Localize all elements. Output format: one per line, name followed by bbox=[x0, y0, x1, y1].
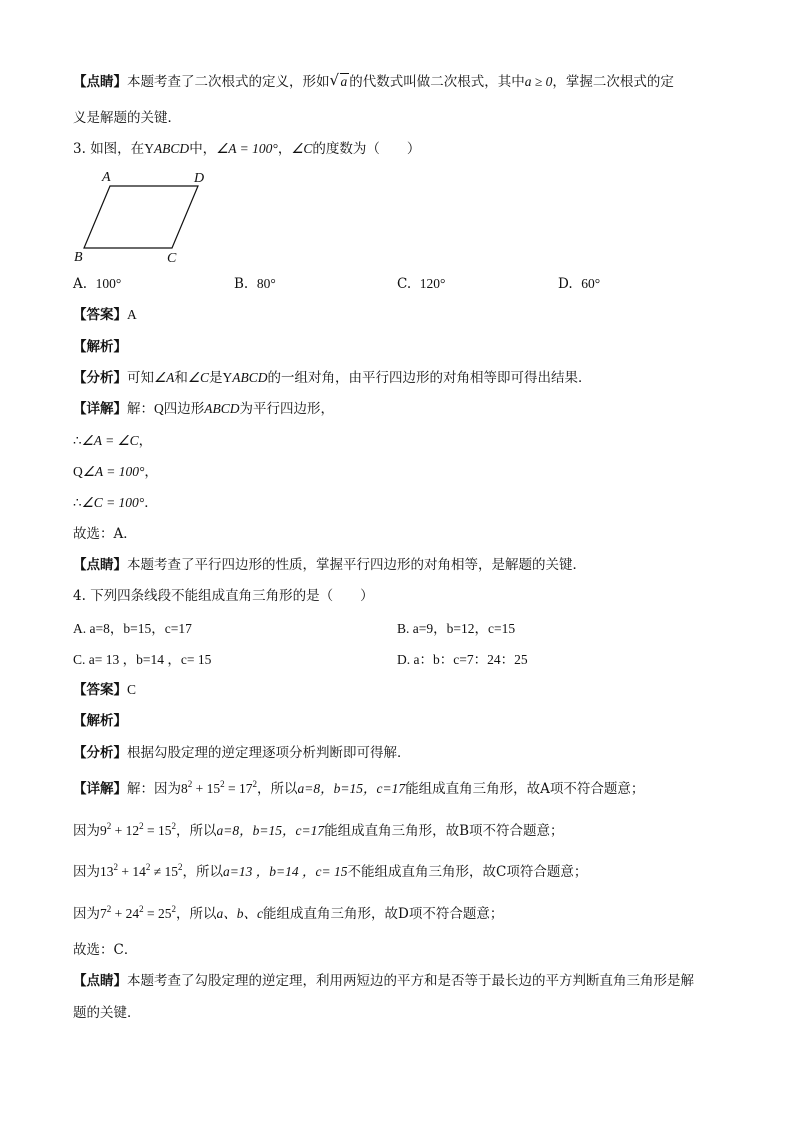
q3-choose: 故选：A． bbox=[73, 526, 137, 542]
therefore-symbol: ∴ bbox=[73, 433, 82, 449]
equation: $7^2 + 24^2 = 25^2$ bbox=[100, 904, 176, 921]
comment-text: 本题考查了勾股定理的逆定理，利用两短边的平方和是否等于最长边的平方判断直角三角形是解 bbox=[127, 973, 694, 989]
solution-text: 因为 bbox=[73, 823, 100, 839]
option-letter: A. bbox=[73, 621, 87, 636]
option-text: 80° bbox=[256, 276, 276, 291]
question-number: 3. bbox=[73, 141, 86, 157]
option-letter: C. bbox=[73, 652, 86, 667]
q4-option-c bbox=[73, 650, 211, 670]
because-symbol: Q bbox=[154, 401, 164, 416]
q3-xiangjie-4 bbox=[73, 493, 158, 513]
answer-tag: 【答案】 bbox=[73, 307, 127, 323]
option-text: a：b：c=7：24：25 bbox=[413, 652, 528, 667]
comment-text: 本题考查了平行四边形的性质，掌握平行四边形的对角相等，是解题的关键． bbox=[127, 557, 586, 573]
figure-name: ABCD bbox=[204, 401, 240, 416]
radical-sign-icon: √ bbox=[329, 71, 340, 89]
q4-answer bbox=[73, 680, 136, 700]
math-expression: ∠A = ∠C bbox=[81, 433, 139, 448]
solution-text: 四边形 bbox=[163, 401, 205, 417]
option-text: 120° bbox=[419, 276, 446, 291]
fenxi-text: 是 bbox=[208, 370, 223, 386]
math-expression: ∠C = 100° bbox=[81, 495, 145, 510]
given-angle: ∠A = 100° bbox=[216, 141, 278, 156]
q3-fenxi bbox=[73, 368, 591, 388]
option-letter: A. bbox=[73, 276, 88, 292]
solution-text: 因为 bbox=[73, 906, 100, 922]
option-letter: D. bbox=[397, 652, 411, 667]
solution-text: 能组成直角三角形，故A项不符合题意； bbox=[405, 781, 645, 797]
q4-detail-3 bbox=[73, 862, 587, 882]
vertex-label-d: D bbox=[194, 171, 205, 186]
q4-detail-4 bbox=[73, 904, 503, 924]
side-values: a=8，b=15，c=17 bbox=[216, 823, 325, 838]
equation: $8^2 + 15^2 = 17^2$ bbox=[181, 779, 257, 796]
punctuation: ， bbox=[138, 433, 153, 449]
answer-value: C bbox=[127, 682, 137, 697]
option-text: 100° bbox=[95, 276, 122, 291]
q3-analysis-heading bbox=[73, 337, 127, 357]
math-expression: ∠A = 100° bbox=[82, 464, 145, 479]
solution-text: 为平行四边形， bbox=[239, 401, 334, 417]
punctuation: ， bbox=[144, 464, 158, 480]
solution-text: ，所以 bbox=[182, 864, 224, 880]
because-symbol: Q bbox=[73, 464, 83, 479]
q4-stem bbox=[73, 586, 374, 606]
q4-detail-1 bbox=[73, 779, 644, 799]
option-text: a=9，b=12，c=15 bbox=[412, 621, 516, 636]
q3-option-d bbox=[558, 274, 600, 294]
stem-text: 如图，在 bbox=[90, 141, 145, 157]
q3-answer bbox=[73, 305, 137, 325]
stem-text: 下列四条线段不能组成直角三角形的是（ ） bbox=[90, 588, 374, 604]
vertex-label-b: B bbox=[74, 250, 83, 265]
parallelogram-figure bbox=[72, 165, 212, 265]
parallelogram-symbol: Y bbox=[222, 370, 233, 385]
question-number: 4. bbox=[73, 588, 86, 604]
q3-xiangjie-1 bbox=[73, 399, 334, 419]
solution-text: 解：因为 bbox=[127, 781, 181, 797]
q2-comment-line2: 义是解题的关键． bbox=[73, 110, 181, 126]
stem-text: 中， bbox=[189, 141, 217, 157]
q3-xiangjie-2 bbox=[73, 431, 152, 451]
fenxi-text: 根据勾股定理的逆定理逐项分析判断即可得解． bbox=[127, 745, 411, 761]
q4-option-d bbox=[397, 650, 528, 670]
math-angle: ∠C bbox=[187, 370, 209, 385]
solution-text: 因为 bbox=[73, 864, 100, 880]
solution-text: 能组成直角三角形，故B项不符合题意； bbox=[324, 823, 564, 839]
analysis-tag: 【解析】 bbox=[73, 339, 127, 355]
solution-text: 不能组成直角三角形，故C项符合题意； bbox=[347, 864, 588, 880]
q4-detail-2 bbox=[73, 821, 564, 841]
side-values: a、b、c bbox=[216, 906, 263, 921]
comment-text: ，掌握二次根式的定 bbox=[552, 74, 674, 90]
punctuation: ． bbox=[144, 495, 158, 511]
figure-name: ABCD bbox=[232, 370, 268, 385]
vertex-label-c: C bbox=[167, 251, 177, 265]
option-letter: B. bbox=[397, 621, 410, 636]
parallelogram-shape bbox=[84, 186, 198, 248]
math-angle: ∠A bbox=[154, 370, 175, 385]
comment-tag: 【点睛】 bbox=[73, 557, 127, 573]
q2-comment-line1 bbox=[73, 72, 674, 92]
equation: $13^2 + 14^2 \ne 15^2$ bbox=[100, 862, 183, 879]
side-values: a=8，b=15，c=17 bbox=[297, 781, 406, 796]
q4-option-b bbox=[397, 619, 515, 639]
option-letter: C. bbox=[397, 276, 412, 292]
q4-comment-line2: 题的关键． bbox=[73, 1005, 141, 1021]
fenxi-tag: 【分析】 bbox=[73, 745, 127, 761]
option-text: 60° bbox=[581, 276, 601, 291]
answer-tag: 【答案】 bbox=[73, 682, 127, 698]
side-values: a=13 ，b=14 ，c= 15 bbox=[223, 864, 348, 879]
equation: $9^2 + 12^2 = 15^2$ bbox=[100, 821, 176, 838]
fenxi-text: 可知 bbox=[127, 370, 154, 386]
option-letter: D. bbox=[558, 276, 573, 292]
xiangjie-tag: 【详解】 bbox=[73, 401, 127, 417]
q4-comment-line1 bbox=[73, 971, 694, 991]
option-text: a=8，b=15，c=17 bbox=[89, 621, 192, 636]
fenxi-text: 的一组对角，由平行四边形的对角相等即可得出结果． bbox=[267, 370, 592, 386]
q3-option-c bbox=[397, 274, 445, 294]
q4-fenxi bbox=[73, 743, 411, 763]
xiangjie-tag: 【详解】 bbox=[73, 781, 127, 797]
comment-tag: 【点睛】 bbox=[73, 74, 127, 90]
fenxi-tag: 【分析】 bbox=[73, 370, 127, 386]
solution-text: 解： bbox=[127, 401, 154, 417]
parallelogram-symbol: Y bbox=[144, 141, 154, 156]
stem-text: 的度数为（ ） bbox=[312, 141, 421, 157]
comment-tag: 【点睛】 bbox=[73, 973, 127, 989]
q3-option-a bbox=[73, 274, 121, 294]
stem-text: ， bbox=[277, 141, 292, 157]
fenxi-text: 和 bbox=[174, 370, 188, 386]
sqrt-expression bbox=[330, 72, 350, 92]
q4-option-a bbox=[73, 619, 192, 639]
radicand: a bbox=[340, 74, 348, 89]
therefore-symbol: ∴ bbox=[73, 495, 82, 511]
comment-text: 的代数式叫做二次根式，其中 bbox=[349, 74, 525, 90]
answer-value: A bbox=[127, 307, 137, 322]
q3-option-b bbox=[234, 274, 276, 294]
option-letter: B. bbox=[234, 276, 249, 292]
q3-xiangjie-3 bbox=[73, 462, 158, 482]
solution-text: ，所以 bbox=[257, 781, 298, 797]
comment-text: 本题考查了二次根式的定义，形如 bbox=[127, 74, 330, 90]
solution-text: 能组成直角三角形，故D项不符合题意； bbox=[263, 906, 504, 922]
q4-analysis-heading bbox=[73, 711, 127, 731]
analysis-tag: 【解析】 bbox=[73, 713, 127, 729]
solution-text: ，所以 bbox=[176, 823, 217, 839]
figure-name: ABCD bbox=[153, 141, 190, 156]
condition: a ≥ 0 bbox=[524, 74, 553, 89]
asked-angle: ∠C bbox=[291, 141, 313, 156]
q3-stem bbox=[73, 139, 420, 159]
vertex-label-a: A bbox=[102, 170, 111, 185]
option-text: a= 13 ，b=14 ，c= 15 bbox=[88, 652, 212, 667]
q3-comment bbox=[73, 555, 586, 575]
q4-choose: 故选：C． bbox=[73, 942, 138, 958]
solution-text: ，所以 bbox=[176, 906, 217, 922]
